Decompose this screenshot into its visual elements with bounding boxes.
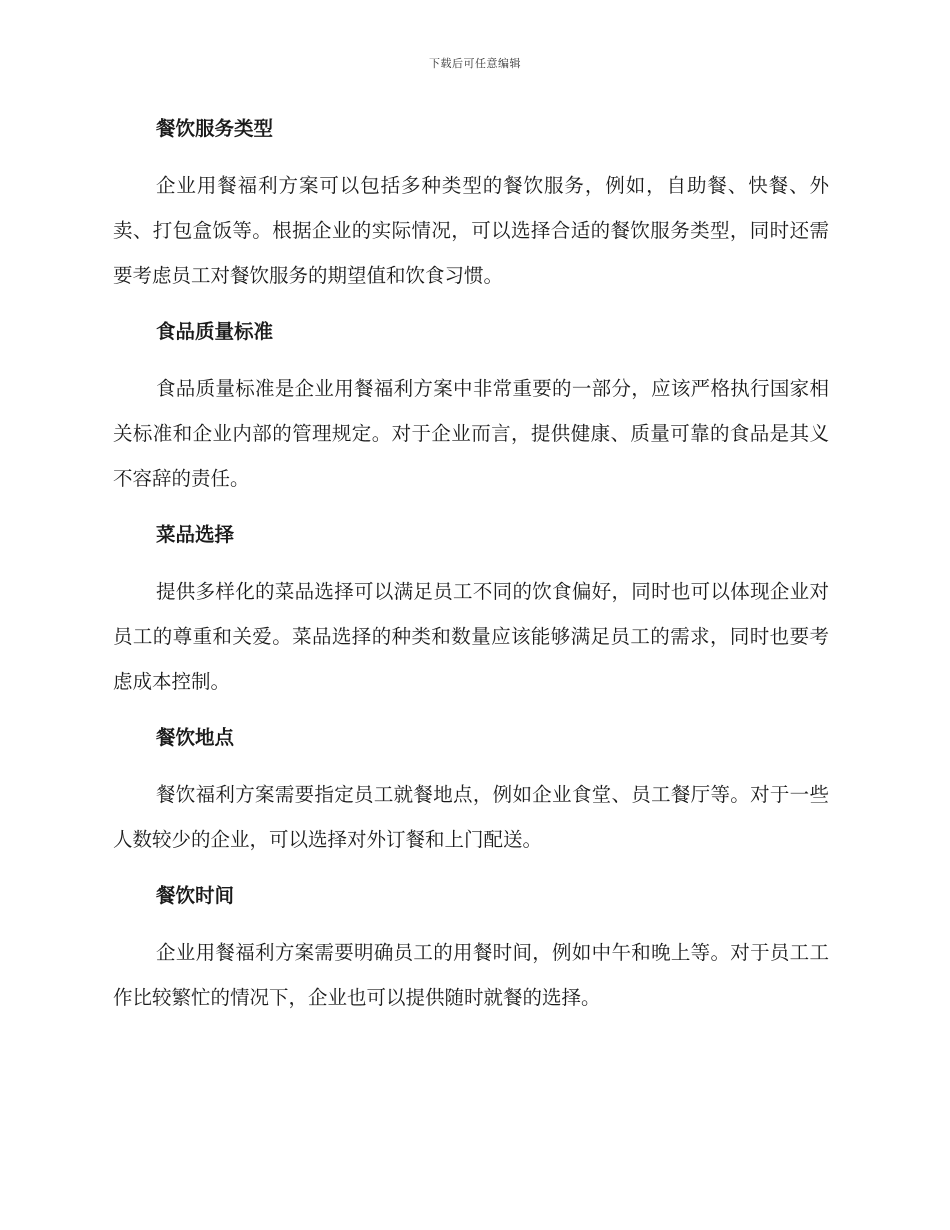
section-body: 企业用餐福利方案需要明确员工的用餐时间，例如中午和晚上等。对于员工工作比较繁忙的情况下，企业也可以提供随时就餐的选择。 [113,941,829,1009]
section-title: 餐饮服务类型 [156,117,274,140]
header-note: 下载后可任意编辑 [429,57,521,70]
section-dining-location [113,715,829,862]
section-dining-time [113,873,829,1020]
section-body: 提供多样化的菜品选择可以满足员工不同的饮食偏好，同时也可以体现企业对员工的尊重和关爱。菜品选择的种类和数量应该能够满足员工的需求，同时也要考虑成本控制。 [113,580,829,693]
section-body: 餐饮福利方案需要指定员工就餐地点，例如企业食堂、员工餐厅等。对于一些人数较少的企业，可以选择对外订餐和上门配送。 [113,783,829,851]
section-title: 菜品选择 [156,523,235,546]
section-title: 餐饮地点 [156,726,235,749]
section-title: 食品质量标准 [156,320,274,343]
section-title: 餐饮时间 [156,884,235,907]
section-body: 食品质量标准是企业用餐福利方案中非常重要的一部分，应该严格执行国家相关标准和企业内部的管理规定。对于企业而言，提供健康、质量可靠的食品是其义不容辞的责任。 [113,377,829,490]
section-food-quality-standards [113,309,829,501]
section-catering-service-types [113,106,829,298]
section-body: 企业用餐福利方案可以包括多种类型的餐饮服务，例如，自助餐、快餐、外卖、打包盒饭等。根据企业的实际情况，可以选择合适的餐饮服务类型，同时还需要考虑员工对餐饮服务的期望值和饮食习惯。 [113,174,829,287]
document-content [113,106,829,1020]
section-dish-selection [113,512,829,704]
